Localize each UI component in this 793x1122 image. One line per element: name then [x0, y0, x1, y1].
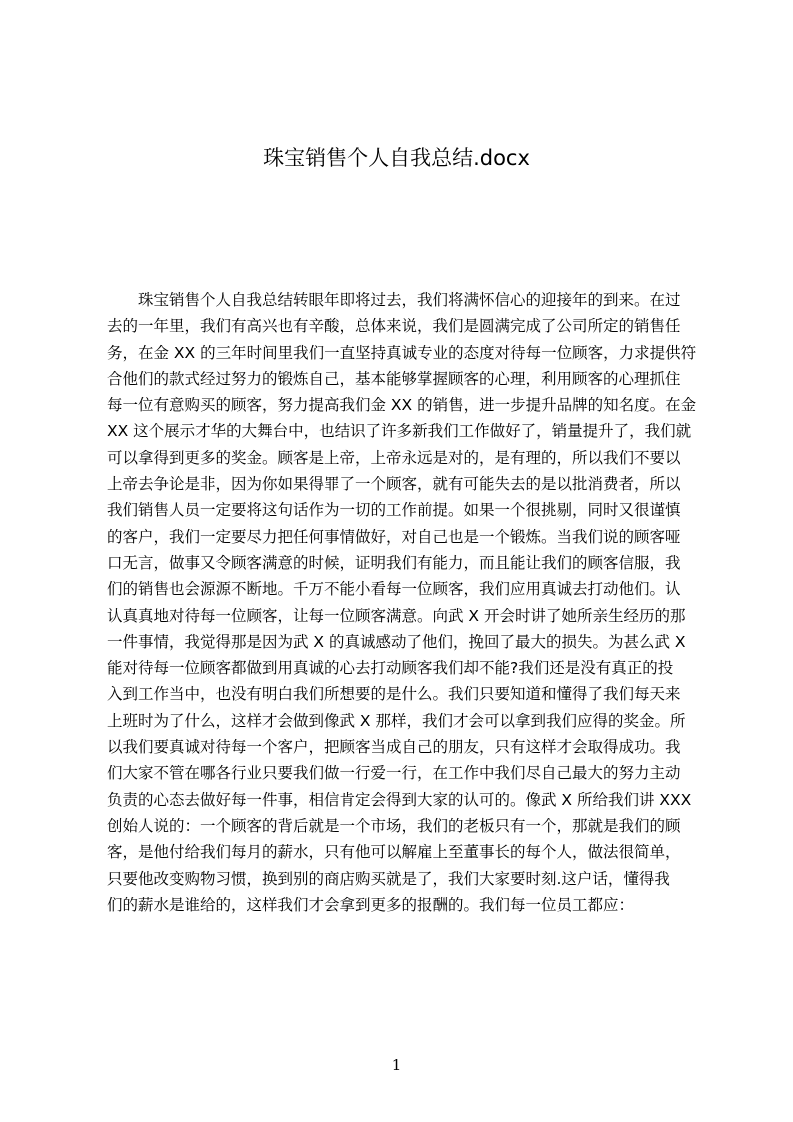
text-line: 们大家不管在哪各行业只要我们做一行爱一行，在工作中我们尽自己最大的努力主动: [107, 764, 681, 783]
text-line: 务，在金 XX 的三年时间里我们一直坚持真诚专业的态度对待每一位顾客，力求提供符: [107, 343, 697, 362]
text-line: 客，是他付给我们每月的薪水，只有他可以解雇上至董事长的每个人，做法很简单，: [107, 843, 681, 862]
text-line: 的客户，我们一定要尽力把任何事情做好，对自己也是一个锻炼。当我们说的顾客哑: [107, 527, 681, 546]
text-line: 们的薪水是谁给的，这样我们才会拿到更多的报酬的。我们每一位员工都应：: [107, 895, 635, 914]
text-line: 认真真地对待每一位顾客，让每一位顾客满意。向武 X 开会时讲了她所亲生经历的那: [107, 606, 686, 625]
text-line: 上班时为了什么，这样才会做到像武 X 那样，我们才会可以拿到我们应得的奖金。所: [107, 711, 686, 730]
text-line: 珠宝销售个人自我总结转眼年即将过去，我们将满怀信心的迎接年的到来。在过: [138, 291, 681, 309]
text-line: 每一位有意购买的顾客，努力提高我们金 XX 的销售，进一步提升品牌的知名度。在金: [107, 396, 697, 415]
text-line: 上帝去争论是非，因为你如果得罪了一个顾客，就有可能失去的是以批消费者，所以: [107, 475, 681, 494]
text-line: 创始人说的：一个顾客的背后就是一个市场，我们的老板只有一个，那就是我们的顾: [107, 816, 681, 835]
text-line: 负责的心态去做好每一件事，相信肯定会得到大家的认可的。像武 X 所给我们讲 XXX: [107, 790, 692, 809]
text-line: 合他们的款式经过努力的锻炼自己，基本能够掌握顾客的心理，利用顾客的心理抓住: [107, 369, 681, 388]
text-line: 们的销售也会源源不断地。千万不能小看每一位顾客，我们应用真诚去打动他们。认: [107, 580, 681, 599]
text-line: 一件事情，我觉得那是因为武 X 的真诚感动了他们，挽回了最大的损失。为甚么武 X: [107, 632, 686, 651]
text-line: 入到工作当中，也没有明白我们所想要的是什么。我们只要知道和懂得了我们每天来: [107, 685, 681, 704]
text-line: XX 这个展示才华的大舞台中，也结识了许多新我们工作做好了，销量提升了，我们就: [107, 422, 692, 441]
body-paragraph: [107, 287, 699, 918]
text-line: 能对待每一位顾客都做到用真诚的心去打动顾客我们却不能?我们还是没有真正的投: [107, 659, 674, 678]
text-line: 以我们要真诚对待每一个客户，把顾客当成自己的朋友，只有这样才会取得成功。我: [107, 738, 681, 757]
document-title: 珠宝销售个人自我总结.docx: [263, 146, 530, 170]
text-line: 去的一年里，我们有高兴也有辛酸，总体来说，我们是圆满完成了公司所定的销售任: [107, 317, 681, 336]
page-number: 1: [391, 1056, 402, 1074]
text-line: 我们销售人员一定要将这句话作为一切的工作前提。如果一个很挑剔，同时又很谨慎: [107, 501, 681, 520]
text-line: 口无言，做事又令顾客满意的时候，证明我们有能力，而且能让我们的顾客信服，我: [107, 553, 681, 572]
text-line: 可以拿得到更多的奖金。顾客是上帝，上帝永远是对的，是有理的，所以我们不要以: [107, 448, 681, 467]
text-line: 只要他改变购物习惯，换到别的商店购买就是了，我们大家要时刻.这户话，懂得我: [107, 869, 670, 888]
